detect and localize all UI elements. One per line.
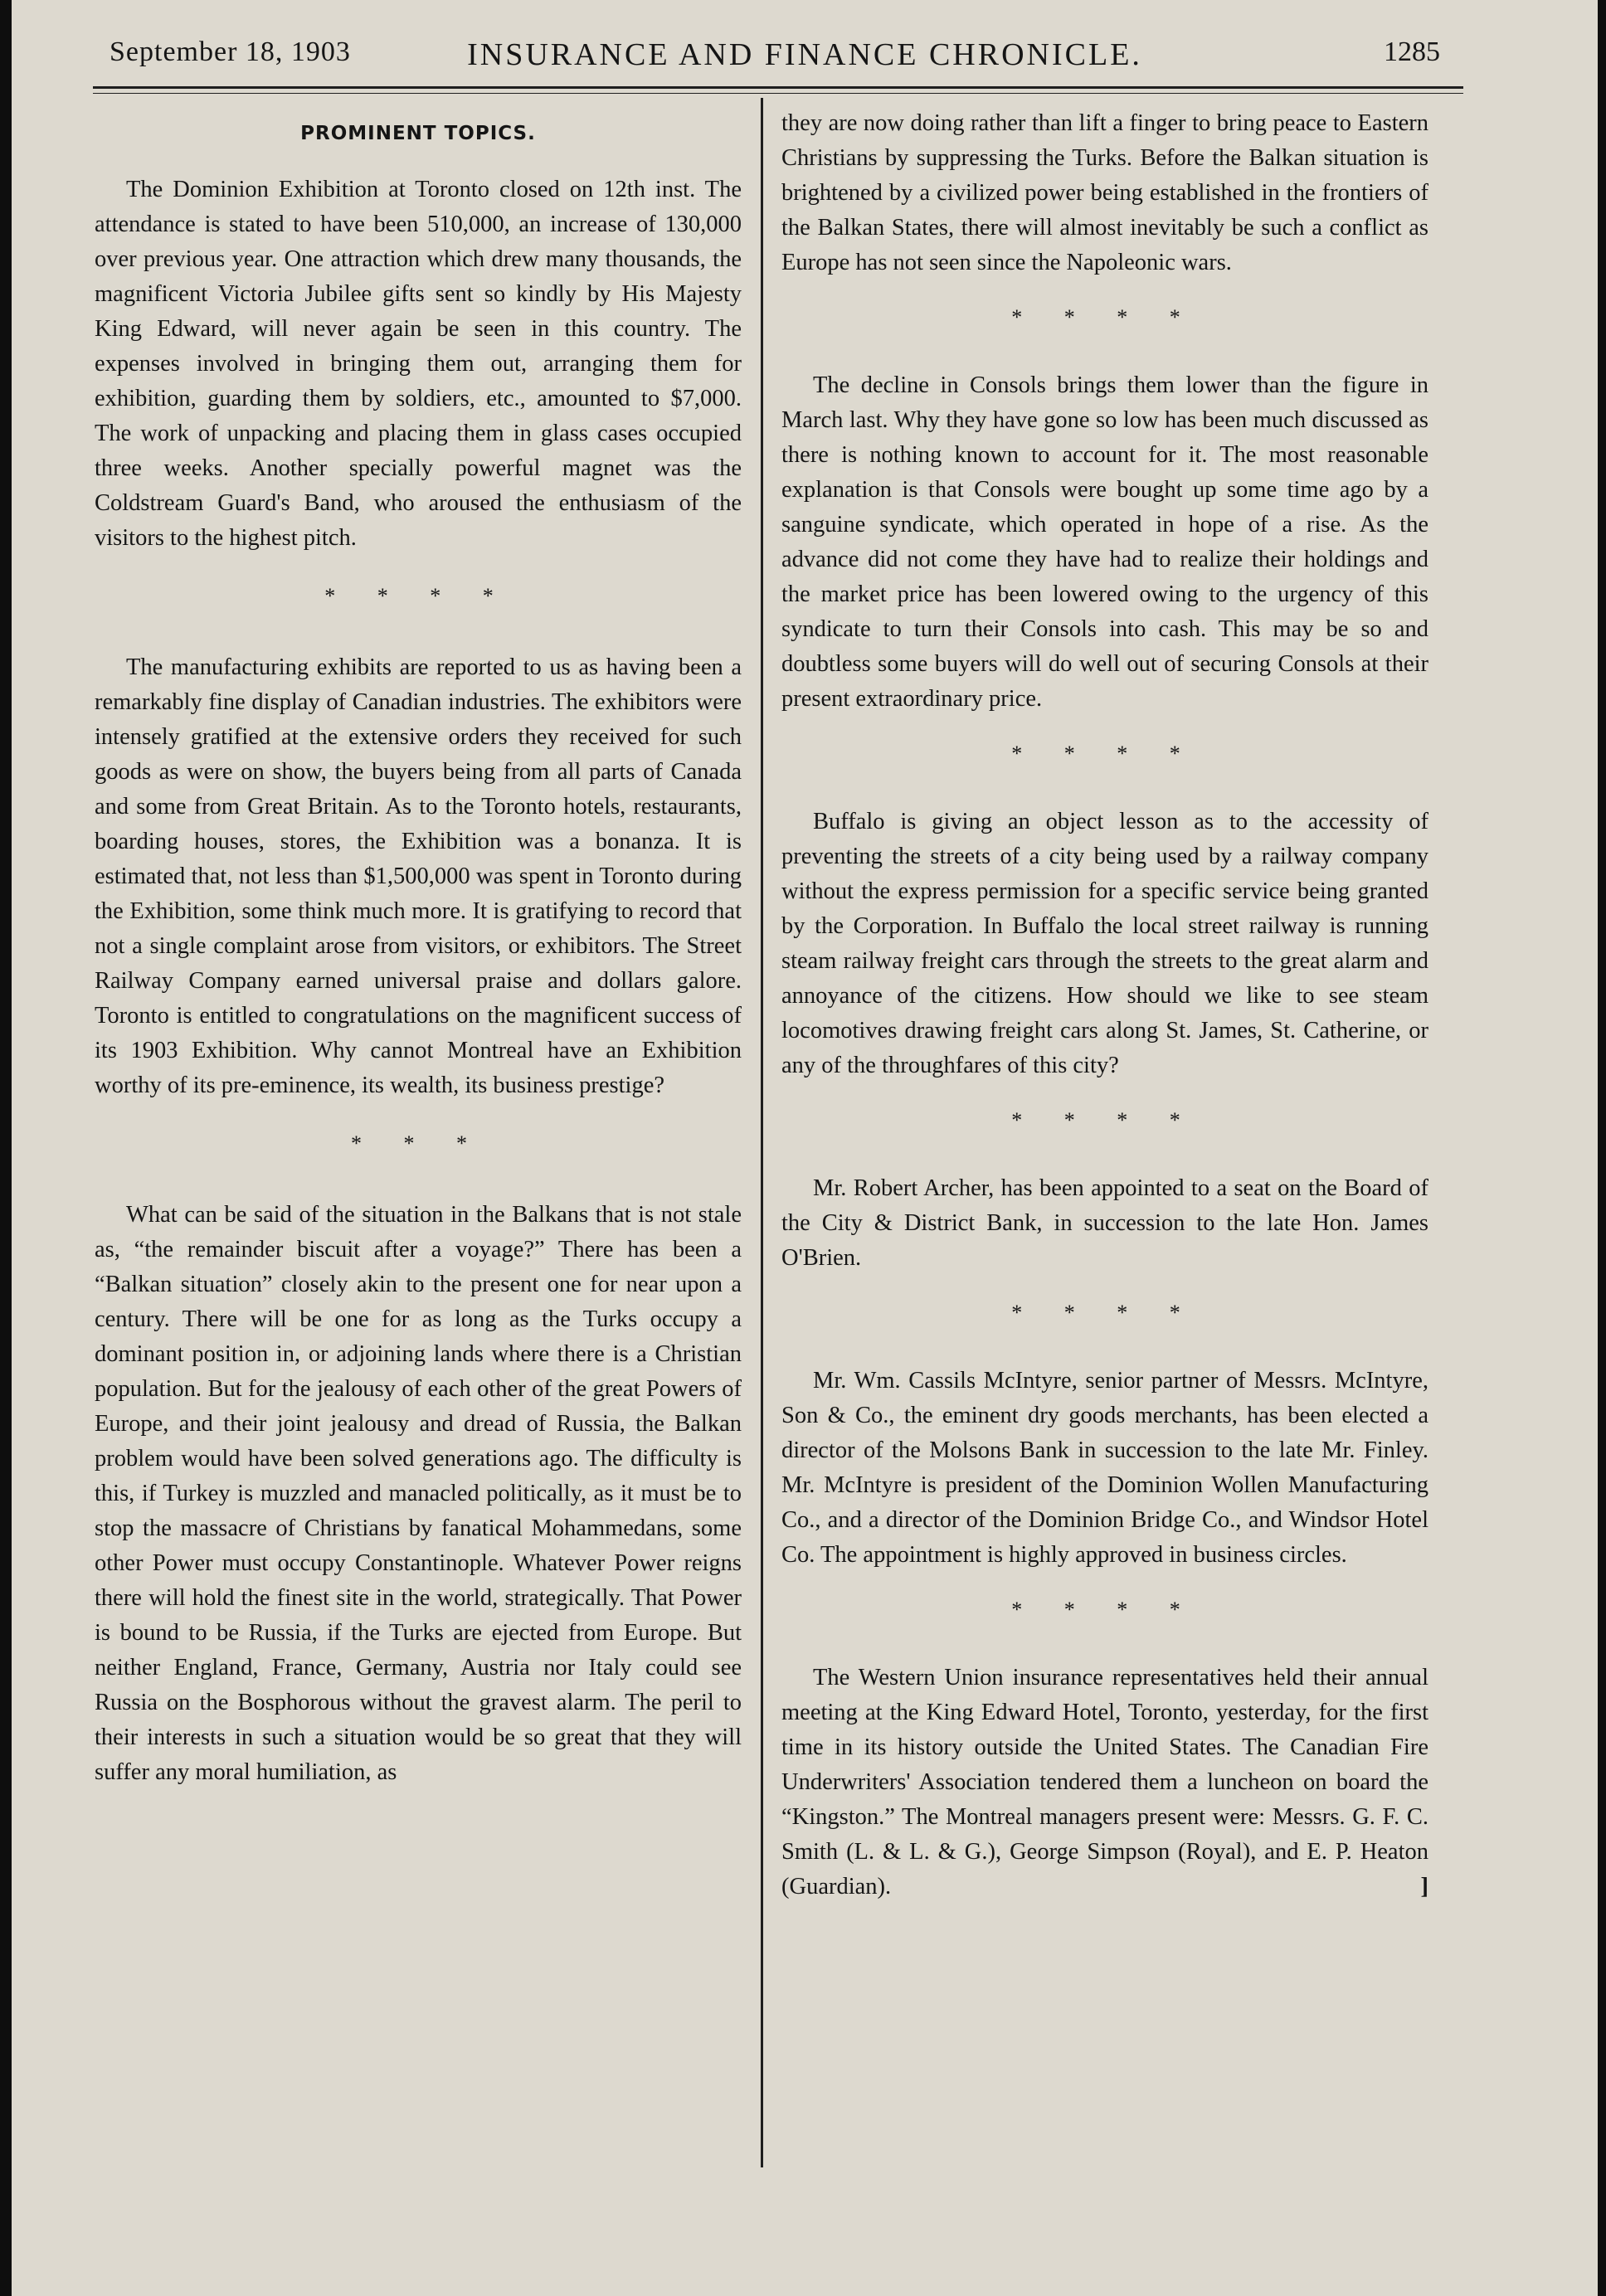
article-western-union: The Western Union insurance representatives held their annual meeting at the King Edward Hotel, Toronto, yesterday, for the first time in its history outside the United States. The Canadian Fire Underwriters' Association tendered them a luncheon on board the “Kingston.” The Montreal managers present were: Messrs. G. F. C. Smith (L. & L. & G.), George Simpson (Royal), and E. P. Heaton (Guardian). bbox=[781, 1665, 1428, 1900]
article-buffalo-railway: Buffalo is giving an object lesson as to the accessity of preventing the streets of a city being used by a railway company without the express permission for a specific service being granted by the Corporation. In Buffalo the local street railway is running steam railway freight cars through the streets to the great alarm and annoyance of the citizens. How should we like to see steam locomotives drawing freight cars along St. James, St. Catherine, or any of the throughfares of this city? bbox=[781, 809, 1428, 1078]
section-separator: * * * * bbox=[1011, 305, 1199, 329]
publication-title: INSURANCE AND FINANCE CHRONICLE. bbox=[467, 37, 1142, 72]
article-consols: The decline in Consols brings them lower than the figure in March last. Why they have gone so low has been much discussed as there is nothing known to account for it. The most reasonable explanation is that Consols were bought up some time ago by a sanguine syndicate, which operated in hope of a rise. As the advance did not come they have had to realize their holdings and the market price has been lowered owing to the urgency of this syndicate to turn their Consols into cash. This may be so and doubtless some buyers will do well out of securing Consols at their present extraordinary price. bbox=[781, 372, 1428, 712]
newspaper-page bbox=[12, 0, 1598, 2296]
page-header bbox=[12, 36, 1598, 80]
article-balkans: What can be said of the situation in the Balkans that is not stale as, “the remainder biscuit after a voyage?” There has been a “Balkan situation” closely akin to the present one for near upon a century. There will be one for as long as the Turks occupy a dominant position in, or adjoining lands where there is a Christian population. But for the jealousy of each other of the great Powers of Europe, and their joint jealousy and dread of Russia, the Balkan problem would have been solved generations ago. The difficulty is this, if Turkey is muzzled and manacled politically, as it must be to stop the massacre of Christians by fanatical Mohammedans, some other Power must occupy Constantinople. Whatever Power reigns there will hold the finest site in the world, strategically. That Power is bound to be Russia, if the Turks are ejected from Europe. But neither England, France, Germany, Austria nor Italy could see Russia on the Bosphorous without the gravest alarm. The peril to their interests in such a situation would be so great that they will suffer any moral humiliation, as bbox=[95, 1202, 742, 1785]
article-balkans-continued: they are now doing rather than lift a finger to bring peace to Eastern Christians by suppressing the Turks. Before the Balkan situation is brightened by a civilized power being established in the frontiers of the Balkan States, there will almost inevitably be such a conflict as Europe has not seen since the Napoleonic wars. bbox=[781, 110, 1428, 275]
issue-date: September 18, 1903 bbox=[110, 36, 351, 67]
header-rule-thin bbox=[93, 93, 1463, 94]
right-column bbox=[781, 106, 1428, 1904]
page-number: 1285 bbox=[1384, 36, 1440, 67]
column-divider bbox=[761, 98, 763, 2167]
section-separator: * * * * bbox=[1011, 742, 1199, 766]
header-rule bbox=[93, 86, 1463, 89]
section-separator: * * * * bbox=[1011, 1301, 1199, 1325]
article-exhibition-attendance: The Dominion Exhibition at Toronto closed on 12th inst. The attendance is stated to have been 510,000, an increase of 130,000 over previous year. One attraction which drew many thousands, the magnificent Victoria Jubilee gifts sent so kindly by His Majesty King Edward, will never again be seen in this country. The expenses involved in bringing them out, arranging them for exhibition, guarding them by soldiers, etc., amounted to $7,000. The work of unpacking and placing them in glass cases occupied three weeks. Another specially powerful magnet was the Coldstream Guard's Band, who aroused the enthusiasm of the visitors to the highest pitch. bbox=[95, 177, 742, 551]
section-separator: * * * * bbox=[324, 584, 512, 608]
section-separator: * * * * bbox=[1011, 1108, 1199, 1132]
article-mcintyre: Mr. Wm. Cassils McIntyre, senior partner of Messrs. McIntyre, Son & Co., the eminent dry goods merchants, has been elected a director of the Molsons Bank in succession to the late Mr. Finley. Mr. McIntyre is president of the Dominion Wollen Manufacturing Co., and a director of the Dominion Bridge Co., and Windsor Hotel Co. The appointment is highly approved in business circles. bbox=[781, 1368, 1428, 1568]
article-manufacturing-exhibits: The manufacturing exhibits are reported to us as having been a remarkably fine display of Canadian industries. The exhibitors were intensely gratified at the extensive orders they received for such goods as were on show, the buyers being from all parts of Canada and some from Great Britain. As to the Toronto hotels, restaurants, boarding houses, stores, the Exhibition was a bonanza. It is estimated that, not less than $1,500,000 was spent in Toronto during the Exhibition, some think much more. It is gratifying to record that not a single complaint arose from visitors, or exhibitors. The Street Railway Company earned universal praise and dollars galore. Toronto is entitled to congratulations on the magnificent success of its 1903 Exhibition. Why cannot Montreal have an Exhibition worthy of its pre-eminence, its wealth, its business prestige? bbox=[95, 654, 742, 1098]
left-column bbox=[95, 108, 742, 1790]
section-heading: PROMINENT TOPICS. bbox=[300, 123, 536, 144]
article-robert-archer: Mr. Robert Archer, has been appointed to a seat on the Board of the City & District Bank, in succession to the late Hon. James O'Brien. bbox=[781, 1175, 1428, 1271]
section-separator: * * * * bbox=[1011, 1598, 1199, 1622]
section-separator: * * * bbox=[351, 1131, 485, 1155]
end-mark: ] bbox=[1420, 1874, 1428, 1900]
